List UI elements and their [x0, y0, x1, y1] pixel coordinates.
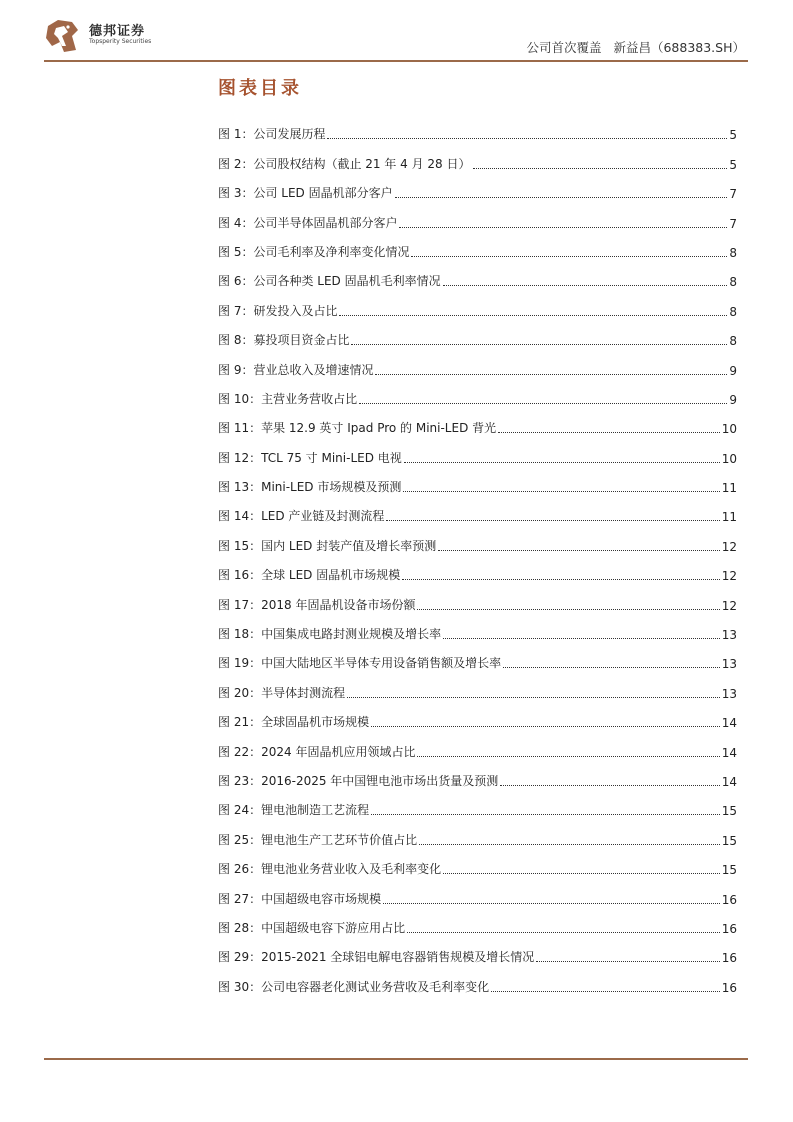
toc-entry[interactable]	[218, 642, 737, 671]
toc-dot-leader	[411, 256, 727, 257]
toc-dot-leader	[375, 374, 727, 375]
toc-entry[interactable]	[218, 495, 737, 524]
toc-dot-leader	[339, 315, 727, 316]
toc-entry-page: 8	[729, 304, 737, 319]
toc-entry[interactable]	[218, 466, 737, 495]
toc-entry[interactable]	[218, 407, 737, 436]
toc-entry-page: 15	[721, 863, 737, 878]
toc-entry-label: 图 28：中国超级电容下游应用占比	[218, 920, 406, 935]
toc-entry-label: 图 15：国内 LED 封装产值及增长率预测	[218, 538, 437, 553]
toc-dot-leader	[417, 609, 719, 610]
toc-entry[interactable]	[218, 877, 737, 906]
toc-entry-page: 7	[729, 216, 737, 231]
toc-entry[interactable]	[218, 789, 737, 818]
toc-entry-page: 9	[729, 392, 737, 407]
toc-entry-page: 10	[721, 451, 737, 466]
brand-logo-icon	[42, 16, 82, 56]
toc-entry-label: 图 3：公司 LED 固晶机部分客户	[218, 186, 393, 201]
report-type: 公司首次覆盖	[526, 40, 602, 55]
toc-entry-label: 图 20：半导体封测流程	[218, 685, 346, 700]
toc-entry[interactable]	[218, 113, 737, 142]
toc-entry-page: 12	[721, 598, 737, 613]
toc-dot-leader	[359, 403, 727, 404]
toc-entry-label: 图 18：中国集成电路封测业规模及增长率	[218, 627, 442, 642]
toc-entry[interactable]	[218, 583, 737, 612]
toc-entry[interactable]	[218, 554, 737, 583]
toc-entry-page: 16	[721, 892, 737, 907]
toc-entry-label: 图 12：TCL 75 寸 Mini-LED 电视	[218, 450, 402, 465]
toc-dot-leader	[371, 726, 720, 727]
toc-entry[interactable]	[218, 730, 737, 759]
toc-entry[interactable]	[218, 378, 737, 407]
toc-entry-page: 13	[721, 686, 737, 701]
toc-entry[interactable]	[218, 671, 737, 700]
toc-dot-leader	[443, 285, 728, 286]
toc-entry-page: 10	[721, 422, 737, 437]
toc-dot-leader	[438, 550, 719, 551]
toc-entry-page: 12	[721, 539, 737, 554]
toc-entry-page: 13	[721, 628, 737, 643]
toc-entry-page: 15	[721, 833, 737, 848]
toc-dot-leader	[491, 991, 720, 992]
toc-entry[interactable]	[218, 142, 737, 171]
toc-entry[interactable]	[218, 936, 737, 965]
toc-entry[interactable]	[218, 348, 737, 377]
toc-dot-leader	[327, 138, 727, 139]
toc-dot-leader	[402, 579, 719, 580]
toc-entry-page: 11	[721, 481, 737, 496]
toc-entry-label: 图 9：营业总收入及增速情况	[218, 362, 374, 377]
toc-entry-page: 11	[721, 510, 737, 525]
toc-entry-page: 16	[721, 921, 737, 936]
toc-dot-leader	[347, 697, 720, 698]
toc-entry-label: 图 22：2024 年固晶机应用领域占比	[218, 744, 416, 759]
toc-dot-leader	[404, 462, 720, 463]
toc-dot-leader	[395, 197, 728, 198]
toc-entry-label: 图 2：公司股权结构（截止 21 年 4 月 28 日）	[218, 156, 471, 171]
toc-entry[interactable]	[218, 260, 737, 289]
toc-entry[interactable]	[218, 524, 737, 553]
brand-name-cn: 德邦证券	[89, 24, 146, 39]
report-header	[526, 38, 745, 56]
toc-entry[interactable]	[218, 436, 737, 465]
toc-title: 图表目录	[218, 78, 302, 99]
brand-logo	[42, 16, 152, 56]
toc-entry[interactable]	[218, 201, 737, 230]
toc-entry-label: 图 23：2016-2025 年中国锂电池市场出货量及预测	[218, 773, 499, 788]
toc-dot-leader	[473, 168, 728, 169]
toc-entry-page: 14	[721, 716, 737, 731]
toc-dot-leader	[386, 520, 719, 521]
toc-entry[interactable]	[218, 231, 737, 260]
toc-entry-label: 图 17：2018 年固晶机设备市场份额	[218, 597, 416, 612]
toc-entry-label: 图 25：锂电池生产工艺环节价值占比	[218, 832, 418, 847]
toc-dot-leader	[443, 638, 720, 639]
toc-entry-page: 9	[729, 363, 737, 378]
toc-entry-label: 图 26：锂电池业务营业收入及毛利率变化	[218, 862, 442, 877]
brand-name-en: Topsperity Securities	[89, 38, 152, 45]
toc-entry-label: 图 30：公司电容器老化测试业务营收及毛利率变化	[218, 979, 490, 994]
toc-entry[interactable]	[218, 907, 737, 936]
toc-entry-page: 16	[721, 980, 737, 995]
footer-divider	[44, 1058, 748, 1060]
toc-entry-label: 图 24：锂电池制造工艺流程	[218, 803, 370, 818]
toc-entry[interactable]	[218, 760, 737, 789]
toc-dot-leader	[407, 932, 720, 933]
toc-entry-page: 12	[721, 569, 737, 584]
toc-entry-label: 图 19：中国大陆地区半导体专用设备销售额及增长率	[218, 656, 502, 671]
toc-dot-leader	[403, 491, 719, 492]
toc-entry-page: 8	[729, 334, 737, 349]
toc-entry-label: 图 5：公司毛利率及净利率变化情况	[218, 244, 410, 259]
toc-entry[interactable]	[218, 319, 737, 348]
toc-entry-page: 15	[721, 804, 737, 819]
toc-dot-leader	[419, 844, 720, 845]
toc-entry[interactable]	[218, 701, 737, 730]
toc-dot-leader	[498, 432, 720, 433]
toc-entry-page: 8	[729, 275, 737, 290]
toc-entry[interactable]	[218, 172, 737, 201]
toc-dot-leader	[500, 785, 719, 786]
toc-entry-page: 14	[721, 774, 737, 789]
toc-dot-leader	[443, 873, 720, 874]
toc-entry-page: 5	[729, 157, 737, 172]
toc-entry-label: 图 14：LED 产业链及封测流程	[218, 509, 385, 524]
company-name: 新益昌（688383.SH）	[613, 40, 745, 55]
toc-entry[interactable]	[218, 965, 737, 994]
toc-entry-page: 8	[729, 245, 737, 260]
toc-entry-label: 图 16：全球 LED 固晶机市场规模	[218, 568, 401, 583]
toc-entry-page: 14	[721, 745, 737, 760]
figure-toc	[218, 113, 737, 995]
toc-entry-label: 图 10：主营业务营收占比	[218, 391, 358, 406]
toc-dot-leader	[351, 344, 727, 345]
toc-entry-page: 13	[721, 657, 737, 672]
toc-dot-leader	[536, 961, 719, 962]
toc-dot-leader	[383, 903, 720, 904]
toc-entry[interactable]	[218, 848, 737, 877]
toc-entry-page: 16	[721, 951, 737, 966]
toc-entry-label: 图 21：全球固晶机市场规模	[218, 715, 370, 730]
toc-entry[interactable]	[218, 818, 737, 847]
toc-dot-leader	[399, 227, 727, 228]
toc-entry-label: 图 7：研发投入及占比	[218, 303, 338, 318]
header-divider	[44, 60, 748, 62]
toc-entry[interactable]	[218, 613, 737, 642]
toc-entry-label: 图 4：公司半导体固晶机部分客户	[218, 215, 398, 230]
toc-entry-page: 7	[729, 187, 737, 202]
toc-entry-label: 图 8：募投项目资金占比	[218, 333, 350, 348]
toc-entry-label: 图 11：苹果 12.9 英寸 Ipad Pro 的 Mini-LED 背光	[218, 421, 497, 436]
toc-entry-page: 5	[729, 128, 737, 143]
toc-dot-leader	[371, 814, 720, 815]
toc-entry[interactable]	[218, 289, 737, 318]
toc-entry-label: 图 1：公司发展历程	[218, 127, 326, 142]
toc-dot-leader	[503, 667, 720, 668]
toc-entry-label: 图 6：公司各种类 LED 固晶机毛利率情况	[218, 274, 441, 289]
toc-entry-label: 图 27：中国超级电容市场规模	[218, 891, 382, 906]
toc-dot-leader	[417, 756, 719, 757]
toc-entry-label: 图 13：Mini-LED 市场规模及预测	[218, 480, 402, 495]
toc-entry-label: 图 29：2015-2021 全球铝电解电容器销售规模及增长情况	[218, 950, 535, 965]
